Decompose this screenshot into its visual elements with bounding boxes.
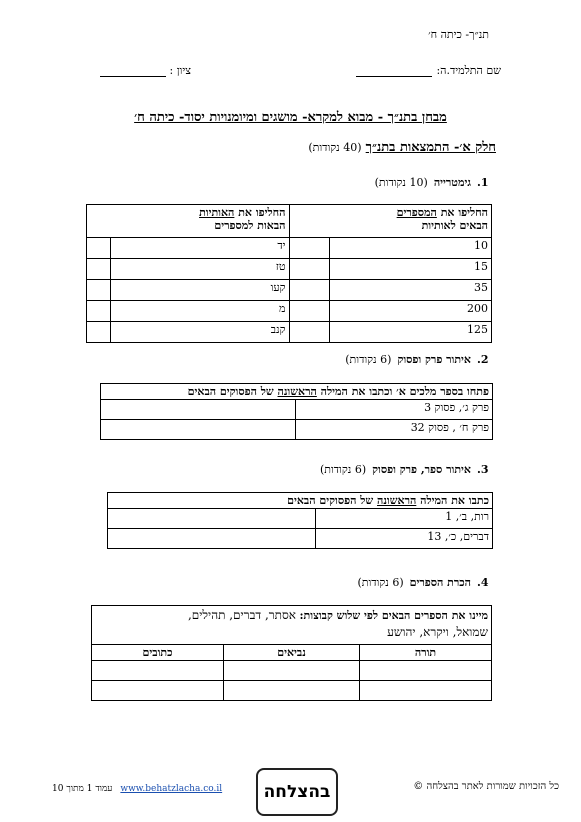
answer-cell[interactable] [289, 259, 330, 280]
question-number: 1. [477, 176, 489, 189]
letter-cell: יד [110, 238, 289, 259]
answer-cell[interactable] [108, 509, 316, 529]
table-row [101, 400, 493, 420]
table-row [87, 301, 492, 322]
letters-to-numbers-header: החליפו את האותיות הבאות למספרים [87, 205, 290, 238]
answer-cell[interactable] [289, 238, 330, 259]
question-number: 2. [477, 353, 489, 366]
answer-cell[interactable] [360, 681, 492, 701]
question-points: (6 נקודות) [345, 353, 392, 366]
verse-table-kings [100, 383, 493, 440]
answer-cell[interactable] [101, 420, 296, 440]
col-ketuvim: כתובים [92, 645, 224, 661]
question-3-heading [320, 463, 495, 476]
books-list-1: אסתר, דברים, תהילים, [187, 608, 296, 622]
exam-title: מבחן בתנ״ך - מבוא למקרא- מושגים ומיומנויות יסוד- כיתה ח׳ [134, 110, 447, 125]
table-row [108, 529, 493, 549]
answer-cell[interactable] [101, 400, 296, 420]
answer-cell[interactable] [87, 301, 111, 322]
verse-ref: פרק ג׳, פסוק 3 [296, 400, 493, 420]
letter-cell: מ [110, 301, 289, 322]
table-row [108, 509, 493, 529]
footer-left [52, 783, 222, 794]
table-row [87, 238, 492, 259]
grade-field [100, 64, 191, 77]
student-name-field [356, 64, 501, 77]
table-row [87, 322, 492, 343]
verse-table-books [107, 492, 493, 549]
question-title: גימטרייה [433, 176, 471, 189]
instruction-cell: כתבו את המילה הראשונה של הפסוקים הבאים [108, 493, 493, 509]
question-title: איתור פרק ופסוק [397, 353, 471, 366]
number-cell: 10 [330, 238, 492, 259]
number-cell: 200 [330, 301, 492, 322]
question-points: (6 נקודות) [319, 463, 367, 476]
grade-label: ציון : [169, 64, 191, 77]
gematria-table [86, 204, 492, 343]
page-number: עמוד 1 מתוך 10 [52, 784, 113, 794]
instruction-cell: פתחו בספר מלכים א׳ וכתבו את המילה הראשונה של הפסוקים הבאים [101, 384, 493, 400]
table-row [92, 681, 492, 701]
student-name-label: שם התלמיד.ה: [436, 64, 501, 77]
books-sort-table [91, 605, 492, 701]
answer-cell[interactable] [360, 661, 492, 681]
answer-cell[interactable] [87, 259, 111, 280]
answer-cell[interactable] [289, 322, 330, 343]
col-torah: תורה [360, 645, 492, 661]
question-title: איתור ספר, פרק ופסוק [372, 463, 471, 476]
col-neviim: נביאים [224, 645, 360, 661]
answer-cell[interactable] [289, 280, 330, 301]
part-label: חלק א׳- התמצאות בתנ״ך [365, 140, 496, 155]
answer-cell[interactable] [224, 661, 360, 681]
number-cell: 125 [330, 322, 492, 343]
site-logo: בהצלחה [256, 768, 338, 816]
copyright-text: כל הזכויות שמורות לאתר בהצלחה © [413, 781, 559, 792]
answer-cell[interactable] [289, 301, 330, 322]
part-points: (40 נקודות) [308, 141, 362, 154]
course-header: תנ״ך- כיתה ח׳ [428, 28, 489, 41]
table-row [87, 280, 492, 301]
question-points: (6 נקודות) [357, 576, 404, 589]
part-heading [308, 139, 496, 155]
instruction-cell: מיינו את הספרים הבאים לפי שלוש קבוצות: אסתר, דברים, תהילים, שמואל, ויקרא, יהושע [92, 606, 492, 645]
question-number: 3. [477, 463, 489, 476]
letter-cell: קנב [110, 322, 289, 343]
question-1-heading [375, 176, 495, 189]
student-name-line[interactable] [356, 65, 432, 77]
question-2-heading [345, 353, 495, 366]
verse-ref: פרק ח׳ , פסוק 32 [296, 420, 493, 440]
verse-ref: דברים, כ׳, 13 [316, 529, 493, 549]
verse-ref: רות, ב׳, 1 [316, 509, 493, 529]
letter-cell: טז [110, 259, 289, 280]
answer-cell[interactable] [92, 681, 224, 701]
grade-line[interactable] [100, 65, 166, 77]
number-cell: 15 [330, 259, 492, 280]
answer-cell[interactable] [87, 322, 111, 343]
number-cell: 35 [330, 280, 492, 301]
table-row [92, 661, 492, 681]
answer-cell[interactable] [87, 238, 111, 259]
site-link[interactable]: www.behatzlacha.co.il [120, 783, 223, 794]
answer-cell[interactable] [224, 681, 360, 701]
answer-cell[interactable] [92, 661, 224, 681]
question-4-heading [357, 576, 495, 589]
answer-cell[interactable] [108, 529, 316, 549]
table-row [101, 420, 493, 440]
answer-cell[interactable] [87, 280, 111, 301]
numbers-to-letters-header: החליפו את המספרים הבאים לאותיות [289, 205, 492, 238]
books-list-2: שמואל, ויקרא, יהושע [387, 625, 488, 639]
letter-cell: קעו [110, 280, 289, 301]
table-row [87, 259, 492, 280]
question-points: (10 נקודות) [374, 176, 428, 189]
question-title: הכרת הספרים [409, 576, 471, 589]
question-number: 4. [477, 576, 489, 589]
